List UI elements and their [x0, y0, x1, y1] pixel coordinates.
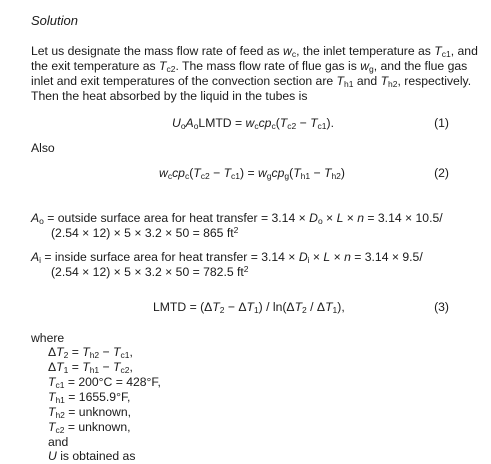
outside-area-line-1: $A_o$ = outside surface area for heat transfer = $3.14 \times D_o \times L \times n = 3.14 \times 10.5/$ — [31, 211, 443, 226]
inside-area-line-2: (2.54 × 12) × 5 × 3.2 × 50 = 782.5 $ft^2$ — [51, 264, 249, 279]
inside-area-line-1: $A_i$ = inside surface area for heat transfer = $3.14 \times D_i \times L \times n = 3.14 \times 9.5/$ — [31, 250, 423, 265]
definition-delta-t2: $\Delta T_2 = T_{h2} - T_{c1}$, — [48, 345, 133, 360]
definition-th1: $T_{h1} = 1655.9^\circ F$, — [48, 390, 131, 405]
equation-1: $U_oA_oLMTD = w_ccp_c(T_{c2} - T_{c1})$. — [172, 116, 334, 131]
equation-2-number: (2) — [434, 166, 449, 180]
intro-line-1: Let us designate the mass flow rate of feed as $w_c$, the inlet temperature as $T_{c1}$, and — [31, 44, 478, 59]
definition-tc2: $T_{c2}$ = unknown, — [48, 420, 131, 435]
equation-1-number: (1) — [434, 116, 449, 130]
intro-line-2: the exit temperature as $T_{c2}$. The mass flow rate of flue gas is $w_g$, and the flue gas — [31, 59, 468, 74]
intro-line-3: inlet and exit temperatures of the convection section are $T_{h1}$ and $T_{h2}$, respectively. — [31, 74, 472, 89]
definition-tc1: $T_{c1} = 200^\circ C = 428^\circ F$, — [48, 375, 161, 390]
definition-delta-t1: $\Delta T_1 = T_{h1} - T_{c2}$, — [48, 360, 133, 375]
definition-and: and — [48, 435, 69, 449]
definition-th2: $T_{h2}$ = unknown, — [48, 405, 131, 420]
equation-3: LMTD = $(\Delta T_2 - \Delta T_1) / \ln(\Delta T_2 / \Delta T_1)$, — [153, 300, 345, 315]
outside-area-line-2: (2.54 × 12) × 5 × 3.2 × 50 = 865 $ft^2$ — [51, 225, 239, 240]
also-text: Also — [31, 141, 55, 155]
equation-2: $w_ccp_c(T_{c2} - T_{c1}) = w_gcp_g(T_{h1} - T_{h2})$ — [159, 166, 345, 181]
where-text: where — [31, 331, 65, 345]
definition-u: U is obtained as — [48, 449, 136, 463]
equation-3-number: (3) — [434, 300, 449, 314]
section-heading: Solution — [31, 13, 78, 28]
intro-line-4: Then the heat absorbed by the liquid in the tubes is — [31, 89, 308, 103]
